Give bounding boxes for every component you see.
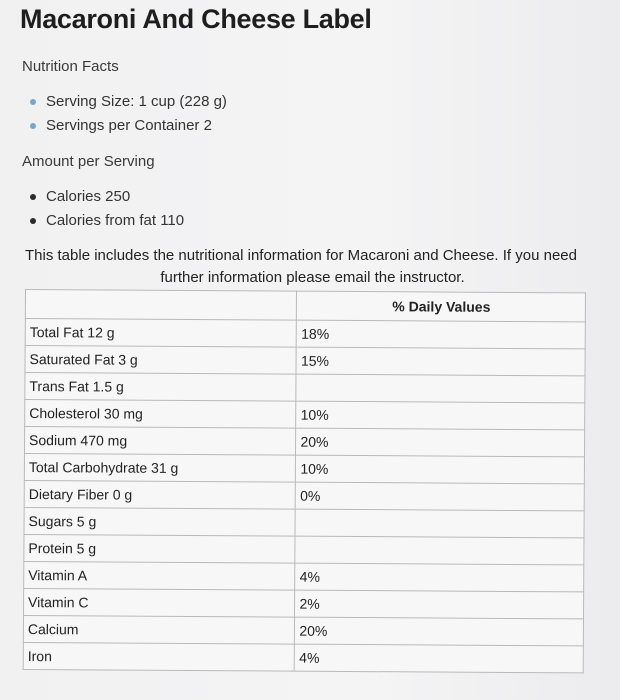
table-row <box>24 480 584 510</box>
table-row <box>24 507 584 537</box>
table-header-blank <box>25 290 297 321</box>
description-line-2: further information please email the instructor. <box>160 269 465 286</box>
list-item <box>30 90 227 114</box>
daily-value-cell: 10% <box>296 455 585 484</box>
nutrient-cell: Protein 5 g <box>24 534 296 563</box>
table-row <box>24 427 584 457</box>
daily-value-cell: 20% <box>295 617 584 646</box>
daily-value-cell: 20% <box>296 428 585 457</box>
nutrition-table <box>23 289 586 673</box>
daily-value-cell: 18% <box>297 320 586 349</box>
page-title: Macaroni And Cheese Label <box>20 4 372 34</box>
bullet-icon <box>30 218 36 224</box>
list-item <box>30 209 184 233</box>
daily-value-cell <box>295 536 584 565</box>
description-line-1: This table includes the nutritional information for Macaroni and Cheese. If you need <box>25 247 577 264</box>
table-row <box>24 454 584 484</box>
list-item-text: Calories 250 <box>46 188 131 205</box>
nutrition-facts-heading: Nutrition Facts <box>22 58 119 75</box>
daily-value-cell <box>295 509 584 538</box>
bullet-icon <box>30 123 36 129</box>
table-description <box>25 245 600 289</box>
table-header-row <box>25 290 585 322</box>
daily-value-cell: 10% <box>296 401 585 430</box>
daily-value-cell: 0% <box>296 482 585 511</box>
nutrient-cell: Saturated Fat 3 g <box>25 346 297 375</box>
list-item-text: Serving Size: 1 cup (228 g) <box>46 93 227 110</box>
table-row <box>25 319 585 349</box>
serving-list <box>30 90 227 138</box>
table-row <box>25 346 585 376</box>
table-row <box>23 642 583 672</box>
nutrient-cell: Sodium 470 mg <box>24 427 296 456</box>
daily-value-cell: 4% <box>295 563 584 592</box>
daily-value-cell: 4% <box>295 644 584 673</box>
list-item <box>30 114 227 138</box>
nutrient-cell: Vitamin C <box>24 588 296 617</box>
table-row <box>25 400 585 430</box>
list-item-text: Servings per Container 2 <box>46 117 212 134</box>
daily-value-cell: 2% <box>295 590 584 619</box>
amount-list <box>30 185 184 233</box>
nutrient-cell: Dietary Fiber 0 g <box>24 480 296 509</box>
table-row <box>25 373 585 403</box>
nutrient-cell: Total Carbohydrate 31 g <box>24 454 296 483</box>
nutrient-cell: Calcium <box>23 615 295 644</box>
list-item-text: Calories from fat 110 <box>46 212 185 229</box>
table-row <box>24 534 584 564</box>
nutrient-cell: Vitamin A <box>24 561 296 590</box>
nutrient-cell: Total Fat 12 g <box>25 319 297 348</box>
table-row <box>24 561 584 591</box>
nutrient-cell: Sugars 5 g <box>24 507 296 536</box>
bullet-icon <box>30 194 36 200</box>
table-row <box>24 588 584 618</box>
nutrient-cell: Trans Fat 1.5 g <box>25 373 297 402</box>
nutrient-cell: Iron <box>23 642 295 671</box>
daily-value-cell: 15% <box>296 347 585 376</box>
table-header-daily-values: % Daily Values <box>297 291 586 322</box>
list-item <box>30 185 184 209</box>
daily-value-cell <box>296 374 585 403</box>
amount-per-serving-heading: Amount per Serving <box>22 153 155 170</box>
table-row <box>23 615 583 645</box>
nutrient-cell: Cholesterol 30 mg <box>25 400 297 429</box>
bullet-icon <box>30 99 36 105</box>
